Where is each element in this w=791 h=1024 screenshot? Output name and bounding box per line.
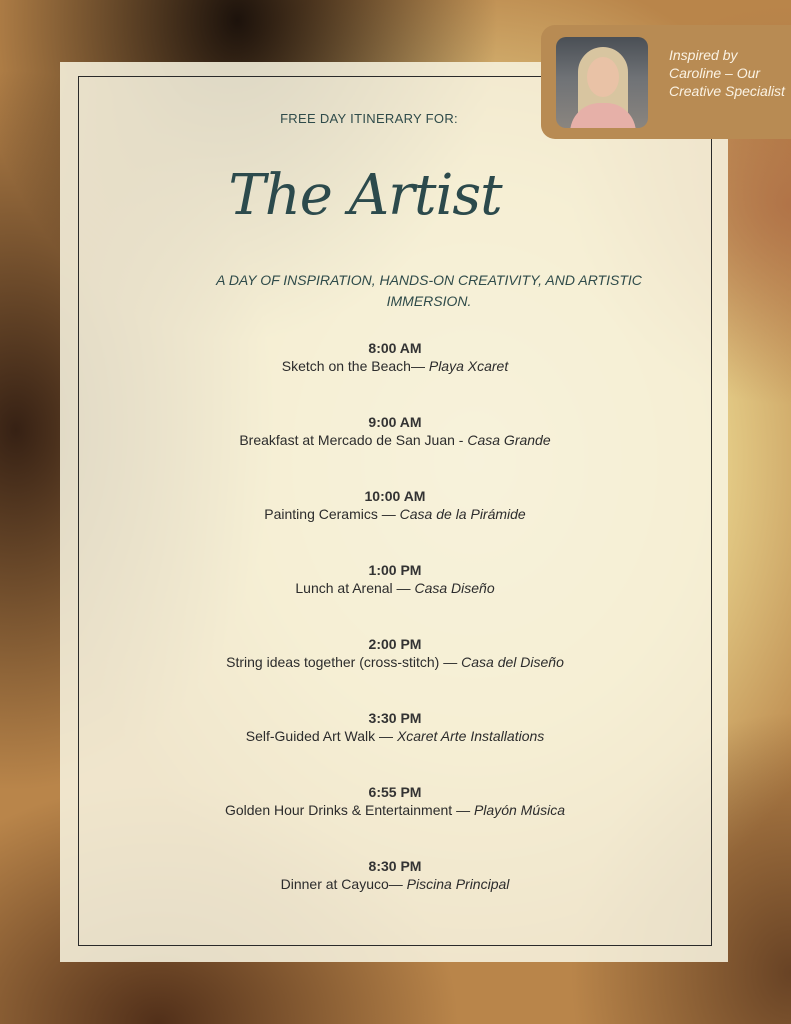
- itinerary-title: The Artist: [228, 163, 502, 228]
- entry-time: 9:00 AM: [368, 414, 422, 430]
- entry-activity: [79, 579, 711, 597]
- activity-place: Casa Diseño: [414, 580, 495, 596]
- activity-place: Casa del Diseño: [461, 654, 564, 670]
- entry-time: 10:00 AM: [364, 488, 426, 504]
- activity-name: Dinner at Cayuco—: [280, 876, 407, 892]
- entry-activity: [79, 505, 711, 523]
- photo-face: [587, 57, 619, 97]
- entry-activity: [79, 653, 711, 671]
- activity-name: Sketch on the Beach—: [281, 358, 429, 374]
- schedule-list: [79, 339, 711, 931]
- schedule-entry: [79, 561, 711, 635]
- itinerary-subtitle: A DAY OF INSPIRATION, HANDS-ON CREATIVITY, AND ARTISTIC IMMERSION.: [216, 272, 642, 309]
- activity-place: Casa de la Pirámide: [399, 506, 526, 522]
- activity-name: Breakfast at Mercado de San Juan -: [239, 432, 468, 448]
- entry-time: 8:30 PM: [368, 858, 422, 874]
- schedule-entry: [79, 339, 711, 413]
- activity-place: Playón Música: [473, 802, 566, 818]
- specialist-photo: [556, 37, 648, 128]
- activity-name: Lunch at Arenal —: [295, 580, 415, 596]
- activity-name: Golden Hour Drinks & Entertainment —: [224, 802, 474, 818]
- activity-place: Xcaret Arte Installations: [396, 728, 545, 744]
- entry-time: 2:00 PM: [368, 636, 422, 652]
- entry-time: 1:00 PM: [368, 562, 422, 578]
- specialist-caption: Inspired by Caroline – Our Creative Specialist: [669, 47, 785, 99]
- entry-activity: [79, 727, 711, 745]
- activity-name: String ideas together (cross-stitch) —: [226, 654, 462, 670]
- entry-time: 3:30 PM: [368, 710, 422, 726]
- entry-activity: [79, 431, 711, 449]
- activity-place: Casa Grande: [467, 432, 551, 448]
- schedule-entry: [79, 783, 711, 857]
- entry-activity: [79, 357, 711, 375]
- schedule-entry: [79, 413, 711, 487]
- schedule-entry: [79, 709, 711, 783]
- entry-activity: [79, 801, 711, 819]
- card-border: [78, 76, 712, 946]
- activity-name: Painting Ceramics —: [264, 506, 400, 522]
- entry-time: 6:55 PM: [368, 784, 422, 800]
- schedule-entry: [79, 487, 711, 561]
- itinerary-card: [60, 62, 728, 962]
- activity-place: Playa Xcaret: [428, 358, 509, 374]
- specialist-badge: [541, 25, 791, 139]
- activity-name: Self-Guided Art Walk —: [245, 728, 397, 744]
- schedule-entry: [79, 635, 711, 709]
- itinerary-kicker: FREE DAY ITINERARY FOR:: [280, 111, 458, 126]
- entry-activity: [79, 875, 711, 893]
- schedule-entry: [79, 857, 711, 931]
- activity-place: Piscina Principal: [406, 876, 510, 892]
- entry-time: 8:00 AM: [368, 340, 422, 356]
